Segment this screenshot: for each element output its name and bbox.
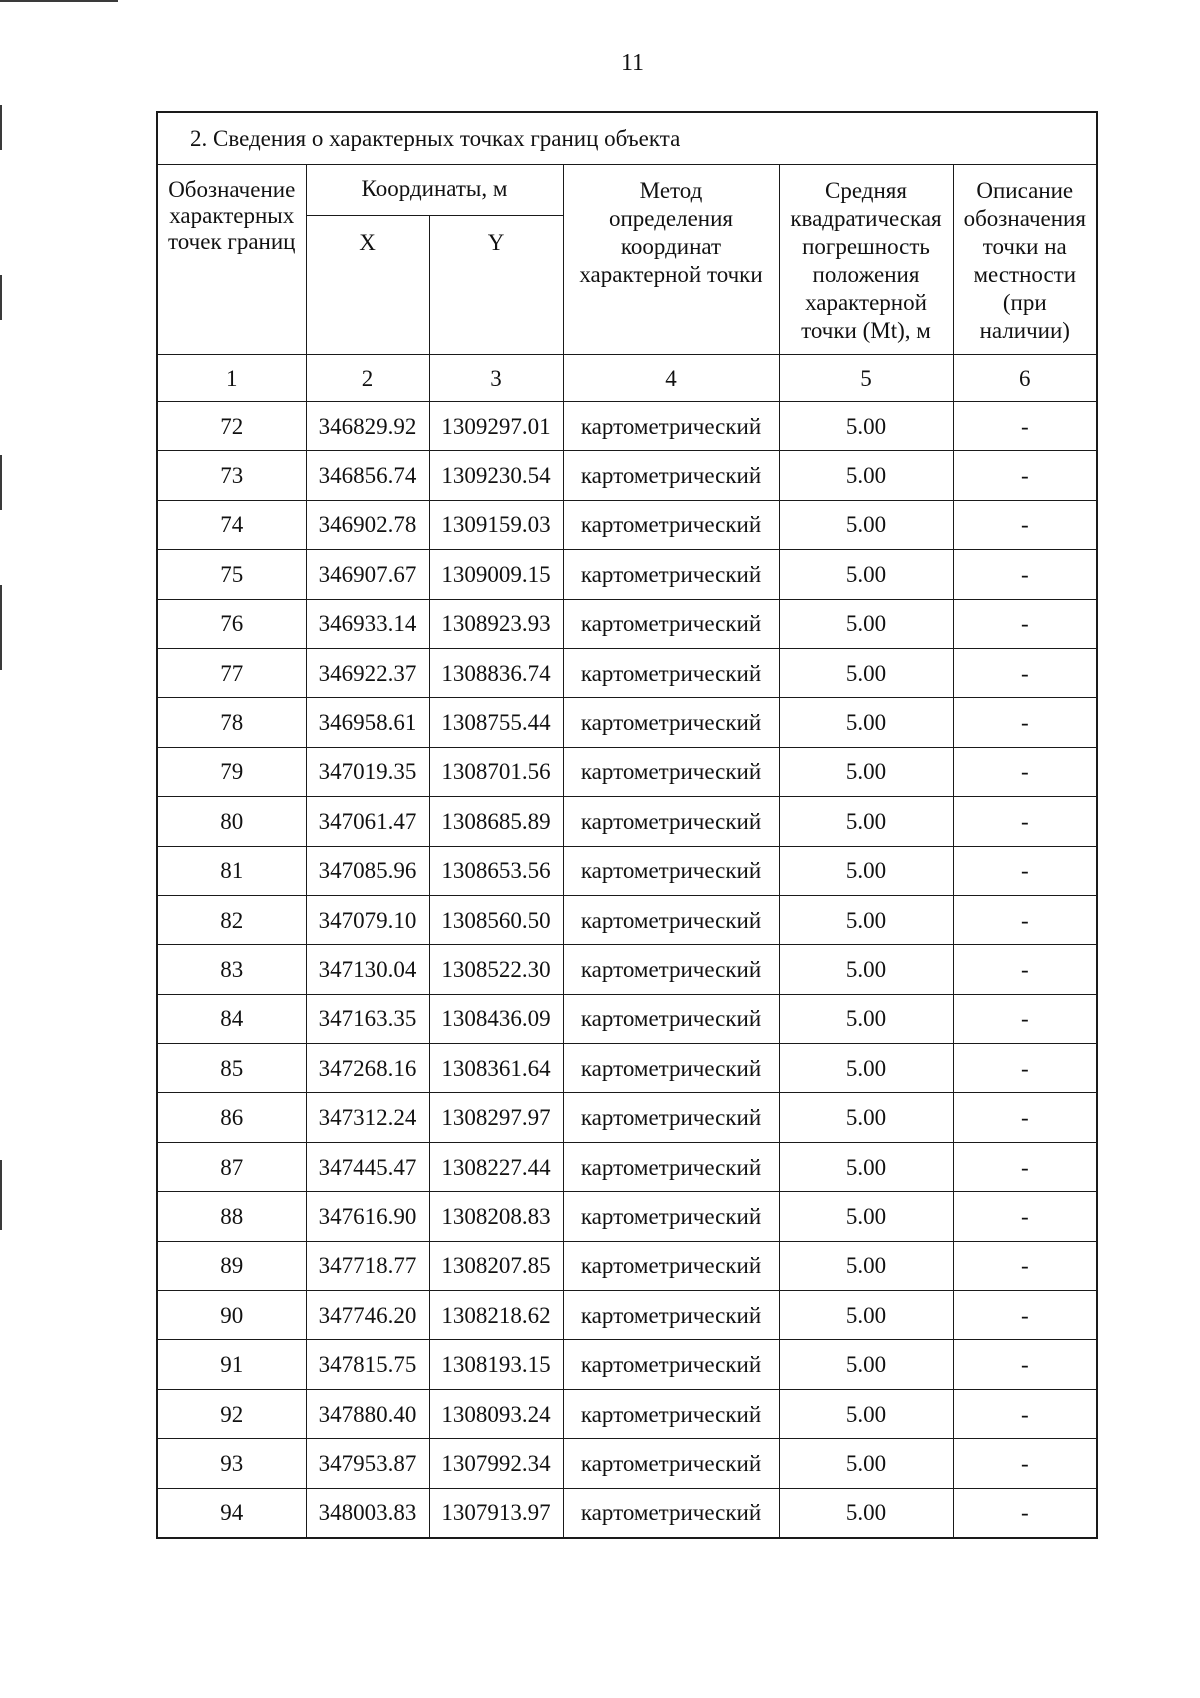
- coord-y-cell: 1309297.01: [429, 402, 563, 451]
- coord-y-cell: 1308193.15: [429, 1340, 563, 1389]
- error-cell: 5.00: [779, 1142, 953, 1191]
- coord-y-cell: 1308522.30: [429, 945, 563, 994]
- coord-y-cell: 1308701.56: [429, 747, 563, 796]
- table-row: [157, 846, 1097, 895]
- method-cell: картометрический: [563, 599, 779, 648]
- description-cell: -: [953, 1192, 1097, 1241]
- description-cell: -: [953, 1044, 1097, 1093]
- coord-y-cell: 1308207.85: [429, 1241, 563, 1290]
- point-number-cell: 85: [157, 1044, 306, 1093]
- point-number-cell: 78: [157, 698, 306, 747]
- header-coordinates: Координаты, м: [306, 165, 563, 216]
- point-number-cell: 89: [157, 1241, 306, 1290]
- coord-x-cell: 346933.14: [306, 599, 429, 648]
- point-number-cell: 76: [157, 599, 306, 648]
- method-cell: картометрический: [563, 846, 779, 895]
- header-description: Описание обозначения точки на местности (при наличии): [953, 165, 1097, 355]
- table-row: [157, 994, 1097, 1043]
- coord-x-cell: 347880.40: [306, 1389, 429, 1438]
- column-number: 5: [779, 355, 953, 402]
- point-number-cell: 87: [157, 1142, 306, 1191]
- description-cell: -: [953, 797, 1097, 846]
- coord-y-cell: 1308361.64: [429, 1044, 563, 1093]
- coord-x-cell: 347019.35: [306, 747, 429, 796]
- column-number: 6: [953, 355, 1097, 402]
- table-row: [157, 1192, 1097, 1241]
- method-cell: картометрический: [563, 648, 779, 697]
- coord-y-cell: 1308685.89: [429, 797, 563, 846]
- error-cell: 5.00: [779, 797, 953, 846]
- error-cell: 5.00: [779, 1439, 953, 1488]
- coord-x-cell: 346907.67: [306, 550, 429, 599]
- table-row: [157, 1093, 1097, 1142]
- coord-x-cell: 347815.75: [306, 1340, 429, 1389]
- coord-y-cell: 1308923.93: [429, 599, 563, 648]
- error-cell: 5.00: [779, 500, 953, 549]
- point-number-cell: 92: [157, 1389, 306, 1438]
- description-cell: -: [953, 895, 1097, 944]
- table-row: [157, 1142, 1097, 1191]
- error-cell: 5.00: [779, 945, 953, 994]
- error-cell: 5.00: [779, 846, 953, 895]
- page-number: 11: [620, 50, 645, 76]
- description-cell: -: [953, 1340, 1097, 1389]
- method-cell: картометрический: [563, 698, 779, 747]
- error-cell: 5.00: [779, 1241, 953, 1290]
- point-number-cell: 94: [157, 1488, 306, 1538]
- error-cell: 5.00: [779, 1340, 953, 1389]
- description-cell: -: [953, 994, 1097, 1043]
- column-number-row: [157, 355, 1097, 402]
- table-row: [157, 500, 1097, 549]
- scan-edge-left-4: [0, 585, 2, 670]
- method-cell: картометрический: [563, 1488, 779, 1538]
- error-cell: 5.00: [779, 1389, 953, 1438]
- description-cell: -: [953, 698, 1097, 747]
- column-number: 1: [157, 355, 306, 402]
- method-cell: картометрический: [563, 402, 779, 451]
- table-row: [157, 402, 1097, 451]
- table-row: [157, 945, 1097, 994]
- coord-x-cell: 346922.37: [306, 648, 429, 697]
- method-cell: картометрический: [563, 1093, 779, 1142]
- coord-x-cell: 348003.83: [306, 1488, 429, 1538]
- coord-x-cell: 347953.87: [306, 1439, 429, 1488]
- coord-y-cell: 1309009.15: [429, 550, 563, 599]
- description-cell: -: [953, 846, 1097, 895]
- method-cell: картометрический: [563, 1192, 779, 1241]
- coord-x-cell: 346856.74: [306, 451, 429, 500]
- table-row: [157, 895, 1097, 944]
- error-cell: 5.00: [779, 451, 953, 500]
- column-number: 2: [306, 355, 429, 402]
- method-cell: картометрический: [563, 1142, 779, 1191]
- header-y: Y: [429, 216, 563, 355]
- error-cell: 5.00: [779, 1044, 953, 1093]
- scan-edge-left-5: [0, 1160, 2, 1230]
- error-cell: 5.00: [779, 599, 953, 648]
- point-number-cell: 77: [157, 648, 306, 697]
- column-number: 3: [429, 355, 563, 402]
- table-row: [157, 1044, 1097, 1093]
- coord-x-cell: 347061.47: [306, 797, 429, 846]
- method-cell: картометрический: [563, 797, 779, 846]
- point-number-cell: 74: [157, 500, 306, 549]
- description-cell: -: [953, 1291, 1097, 1340]
- description-cell: -: [953, 550, 1097, 599]
- description-cell: -: [953, 648, 1097, 697]
- description-cell: -: [953, 599, 1097, 648]
- table-row: [157, 1439, 1097, 1488]
- error-cell: 5.00: [779, 1192, 953, 1241]
- description-cell: -: [953, 1389, 1097, 1438]
- point-number-cell: 81: [157, 846, 306, 895]
- method-cell: картометрический: [563, 1389, 779, 1438]
- table-row: [157, 1291, 1097, 1340]
- description-cell: -: [953, 500, 1097, 549]
- point-number-cell: 72: [157, 402, 306, 451]
- header-x: X: [306, 216, 429, 355]
- method-cell: картометрический: [563, 945, 779, 994]
- error-cell: 5.00: [779, 648, 953, 697]
- scan-edge-top: [0, 0, 118, 2]
- header-error: Средняя квадратическая погрешность положения характерной точки (Mt), м: [779, 165, 953, 355]
- method-cell: картометрический: [563, 994, 779, 1043]
- table-row: [157, 648, 1097, 697]
- coord-x-cell: 347746.20: [306, 1291, 429, 1340]
- coord-y-cell: 1308436.09: [429, 994, 563, 1043]
- point-number-cell: 79: [157, 747, 306, 796]
- method-cell: картометрический: [563, 1044, 779, 1093]
- point-number-cell: 93: [157, 1439, 306, 1488]
- coord-y-cell: 1308297.97: [429, 1093, 563, 1142]
- scan-edge-left-3: [0, 455, 2, 510]
- point-number-cell: 73: [157, 451, 306, 500]
- coord-x-cell: 347268.16: [306, 1044, 429, 1093]
- method-cell: картометрический: [563, 747, 779, 796]
- point-number-cell: 88: [157, 1192, 306, 1241]
- scan-edge-left-1: [0, 105, 2, 150]
- table-row: [157, 1241, 1097, 1290]
- point-number-cell: 82: [157, 895, 306, 944]
- description-cell: -: [953, 1093, 1097, 1142]
- coord-y-cell: 1308755.44: [429, 698, 563, 747]
- error-cell: 5.00: [779, 1093, 953, 1142]
- table-row: [157, 550, 1097, 599]
- error-cell: 5.00: [779, 698, 953, 747]
- table-row: [157, 1488, 1097, 1538]
- method-cell: картометрический: [563, 550, 779, 599]
- method-cell: картометрический: [563, 451, 779, 500]
- method-cell: картометрический: [563, 500, 779, 549]
- error-cell: 5.00: [779, 1488, 953, 1538]
- table-row: [157, 797, 1097, 846]
- coord-x-cell: 347445.47: [306, 1142, 429, 1191]
- error-cell: 5.00: [779, 994, 953, 1043]
- coord-x-cell: 347616.90: [306, 1192, 429, 1241]
- table-title-row: [157, 112, 1097, 165]
- point-number-cell: 84: [157, 994, 306, 1043]
- point-number-cell: 83: [157, 945, 306, 994]
- coord-y-cell: 1308653.56: [429, 846, 563, 895]
- section-title: 2. Сведения о характерных точках границ объекта: [157, 112, 1097, 165]
- coord-y-cell: 1308560.50: [429, 895, 563, 944]
- scan-edge-left-2: [0, 275, 2, 320]
- method-cell: картометрический: [563, 895, 779, 944]
- coord-x-cell: 347130.04: [306, 945, 429, 994]
- coord-x-cell: 347079.10: [306, 895, 429, 944]
- coord-y-cell: 1309230.54: [429, 451, 563, 500]
- coord-y-cell: 1308218.62: [429, 1291, 563, 1340]
- coord-y-cell: 1308093.24: [429, 1389, 563, 1438]
- header-method: Метод определения координат характерной точки: [563, 165, 779, 355]
- coord-x-cell: 347085.96: [306, 846, 429, 895]
- description-cell: -: [953, 1488, 1097, 1538]
- description-cell: -: [953, 747, 1097, 796]
- table-row: [157, 1340, 1097, 1389]
- table-row: [157, 747, 1097, 796]
- coord-y-cell: 1307913.97: [429, 1488, 563, 1538]
- boundary-points-table: [156, 111, 1098, 1539]
- method-cell: картометрический: [563, 1439, 779, 1488]
- description-cell: -: [953, 451, 1097, 500]
- coord-y-cell: 1308208.83: [429, 1192, 563, 1241]
- table-row: [157, 698, 1097, 747]
- coord-x-cell: 346958.61: [306, 698, 429, 747]
- coord-y-cell: 1308227.44: [429, 1142, 563, 1191]
- header-designation: Обозначение характерных точек границ: [157, 165, 306, 355]
- column-number: 4: [563, 355, 779, 402]
- coord-y-cell: 1307992.34: [429, 1439, 563, 1488]
- point-number-cell: 91: [157, 1340, 306, 1389]
- error-cell: 5.00: [779, 747, 953, 796]
- point-number-cell: 80: [157, 797, 306, 846]
- point-number-cell: 86: [157, 1093, 306, 1142]
- error-cell: 5.00: [779, 895, 953, 944]
- table-row: [157, 599, 1097, 648]
- point-number-cell: 90: [157, 1291, 306, 1340]
- description-cell: -: [953, 402, 1097, 451]
- table-row: [157, 1389, 1097, 1438]
- point-number-cell: 75: [157, 550, 306, 599]
- method-cell: картометрический: [563, 1340, 779, 1389]
- header-row-1: [157, 165, 1097, 216]
- error-cell: 5.00: [779, 550, 953, 599]
- description-cell: -: [953, 945, 1097, 994]
- coord-y-cell: 1308836.74: [429, 648, 563, 697]
- coord-x-cell: 347163.35: [306, 994, 429, 1043]
- error-cell: 5.00: [779, 402, 953, 451]
- coord-x-cell: 346902.78: [306, 500, 429, 549]
- error-cell: 5.00: [779, 1291, 953, 1340]
- description-cell: -: [953, 1439, 1097, 1488]
- coord-x-cell: 346829.92: [306, 402, 429, 451]
- description-cell: -: [953, 1142, 1097, 1191]
- coord-x-cell: 347718.77: [306, 1241, 429, 1290]
- coord-x-cell: 347312.24: [306, 1093, 429, 1142]
- coord-y-cell: 1309159.03: [429, 500, 563, 549]
- description-cell: -: [953, 1241, 1097, 1290]
- method-cell: картометрический: [563, 1291, 779, 1340]
- table-row: [157, 451, 1097, 500]
- method-cell: картометрический: [563, 1241, 779, 1290]
